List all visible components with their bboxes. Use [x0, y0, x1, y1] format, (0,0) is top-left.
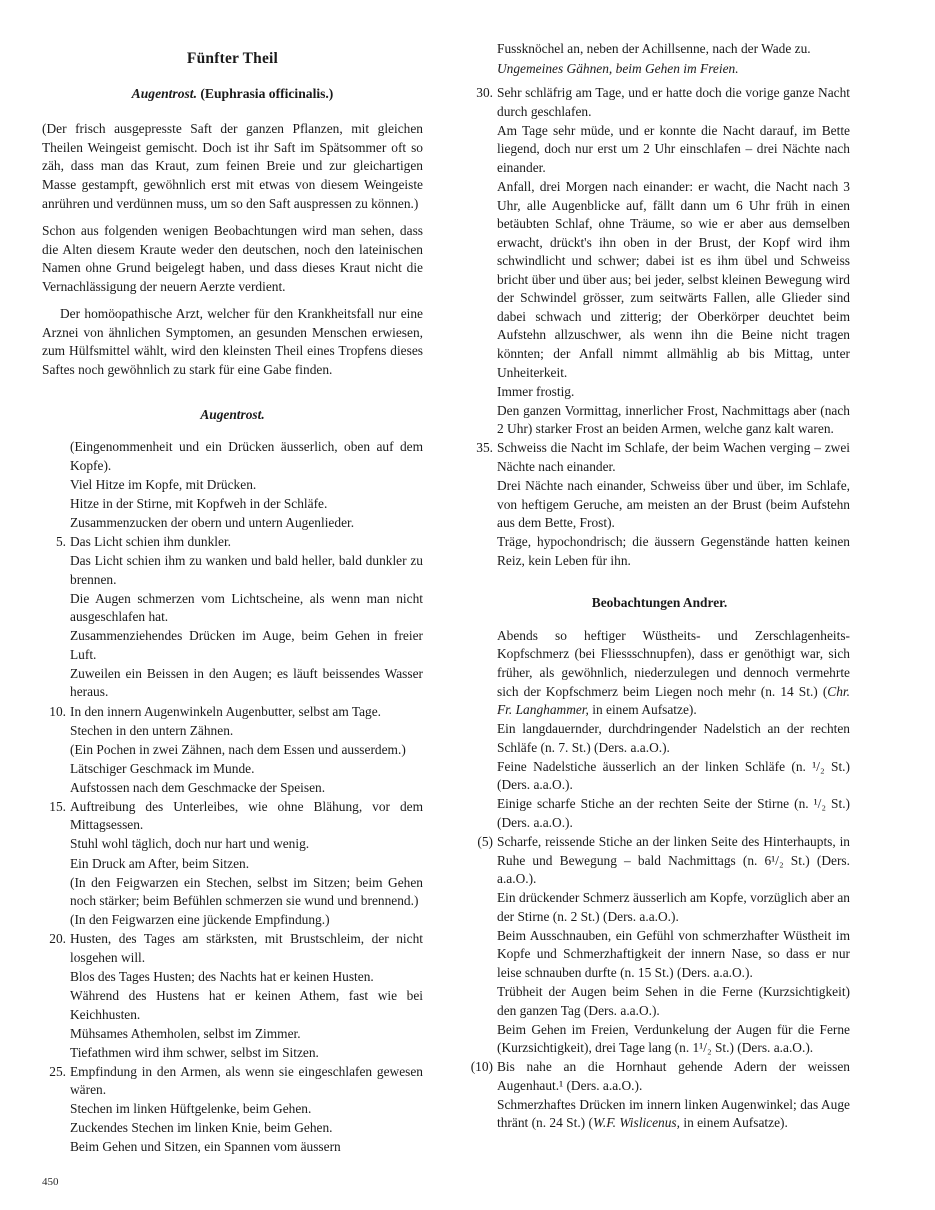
list-item	[42, 1025, 423, 1044]
list-item-text	[497, 984, 850, 1018]
symptom-text-part: Bis nahe an die Hornhaut gehende Adern der weissen Augenhaut.¹ (Ders. a.a.O.).	[497, 1059, 850, 1093]
list-item-text: Sehr schläfrig am Tage, und er hatte doch die vorige ganze Nacht durch geschlafen.	[497, 85, 850, 119]
author-name: Chr. Fr. Langhammer,	[497, 683, 850, 718]
list-item-number: (10)	[470, 1059, 493, 1075]
list-item	[469, 40, 850, 59]
remedy-heading	[42, 85, 423, 104]
left-column	[42, 40, 423, 1158]
list-item-text: Tiefathmen wird ihm schwer, selbst im Sitzen.	[70, 1044, 319, 1060]
list-item-text: Zusammenzucken der obern und untern Augenlieder.	[70, 514, 355, 530]
list-item	[42, 1044, 423, 1063]
list-item	[42, 533, 423, 552]
list-item	[42, 552, 423, 589]
list-item	[469, 533, 850, 570]
symptom-text-part: Trübheit der Augen beim Sehen in die Ferne (Kurzsichtigkeit) den ganzen Tag (Ders. a.a.O.).	[497, 984, 850, 1018]
list-item	[469, 927, 850, 983]
list-item-text: Auftreibung des Unterleibes, wie ohne Blähung, vor dem Mittagsessen.	[70, 798, 423, 833]
list-item	[42, 855, 423, 874]
intro-paragraph-2: Der homöopathische Arzt, welcher für den Krankheitsfall nur eine Arznei von ähnlichen Symptomen, an gesunden Menschen erwiesen, zum Hülfsmittel wählt, wird den kleinsten Theil eines Tropfens dieses Saftes noch gewöhnlich zu stark für eine Gabe finden.	[42, 306, 423, 378]
list-item	[42, 798, 423, 835]
list-item-text: Ein Druck am After, beim Sitzen.	[70, 855, 250, 871]
italic-subheading	[469, 60, 850, 79]
list-item	[42, 987, 423, 1024]
list-item-text	[497, 628, 850, 717]
list-item	[42, 968, 423, 987]
list-item-number: 5.	[55, 533, 66, 549]
symptom-text-part: Beim Ausschnauben, ein Gefühl von schmerzhafter Wüstheit im Kopfe und Schmerzhaftigkeit der innern Nase, so dass er nur leise schnauben durfte (n. 15 St.) (Ders. a.a.O.).	[497, 927, 850, 980]
symptom-text-part: Scharfe, reissende Stiche an der linken Seite des Hinterhaupts, in Ruhe und Bewegung – bald Nachmittags (n. 6¹/₂ St.) (Ders. a.a.O.).	[497, 834, 850, 887]
list-item-text: Das Licht schien ihm zu wanken und bald heller, bald dunkler zu brennen.	[70, 553, 423, 587]
list-item	[469, 795, 850, 832]
list-item	[469, 1058, 850, 1095]
list-item-text: Zusammenziehendes Drücken im Auge, beim Gehen in freier Luft.	[70, 628, 423, 662]
list-item-text	[497, 834, 850, 886]
list-item	[469, 1096, 850, 1133]
symptom-text-part: Beim Gehen im Freien, Verdunkelung der Augen für die Ferne (Kurzsichtigkeit), drei Tage lang (n. 1¹/₂ St.) (Ders. a.a.O.).	[497, 1021, 850, 1056]
list-item	[469, 122, 850, 178]
symptom-text-part: Schmerzhaftes Drücken im innern linken Augenwinkel; das Auge thränt (n. 24 St.) (	[497, 1096, 850, 1131]
list-item-text: Die Augen schmerzen vom Lichtscheine, als wenn man nicht ausgeschlafen hat.	[70, 590, 423, 625]
list-item-text: Beim Gehen und Sitzen, ein Spannen vom äussern	[70, 1139, 341, 1155]
list-item	[42, 514, 423, 533]
right-column	[469, 40, 850, 1134]
list-item-text: Aufstossen nach dem Geschmacke der Speisen.	[70, 779, 326, 795]
list-item	[42, 590, 423, 627]
list-item-number: 20.	[49, 931, 66, 947]
list-item	[469, 833, 850, 889]
symptom-continuation	[469, 40, 850, 59]
symptom-text-part: Einige scharfe Stiche an der rechten Seite der Stirne (n. ¹/₂ St.) (Ders. a.a.O.).	[497, 796, 850, 830]
list-item	[469, 383, 850, 402]
list-item	[42, 779, 423, 798]
list-item	[42, 495, 423, 514]
list-item	[42, 1138, 423, 1157]
list-item	[42, 627, 423, 664]
list-item-text: Husten, des Tages am stärksten, mit Brustschleim, der nicht losgehen will.	[70, 931, 423, 965]
list-item	[42, 722, 423, 741]
author-name: W.F. Wislicenus,	[592, 1115, 680, 1131]
list-item-text: Am Tage sehr müde, und er konnte die Nacht darauf, im Bette liegend, doch nur erst um 2 Uhr einschlafen – drei Nächte nach einander.	[497, 122, 850, 175]
list-item-text: Mühsames Athemholen, selbst im Zimmer.	[70, 1025, 301, 1041]
list-item	[42, 874, 423, 911]
list-item-text: Blos des Tages Husten; des Nachts hat er keinen Husten.	[70, 968, 374, 984]
remedy-name-german: Augentrost.	[131, 86, 197, 102]
list-item-number: 10.	[49, 703, 66, 719]
list-item	[42, 665, 423, 702]
preparation-note: (Der frisch ausgepresste Saft der ganzen Pflanzen, mit gleichen Theilen Weingeist gemischt. Doch ist ihr Saft im Spätsommer oft so zäh, dass man das Kraut, zum feinen Breie und zur gleichartigen Masse gestampft, gewöhnlich erst mit etwas von diesem Weingeiste anrühren und verdünnen muss, um so den Saft auspressen zu können.)	[42, 121, 423, 211]
list-item-text	[497, 1059, 850, 1093]
section-heading-augentrost: Augentrost.	[200, 406, 265, 422]
symptom-list-left	[42, 438, 423, 1157]
list-item-number: 25.	[49, 1063, 66, 1079]
list-item-number: 35.	[476, 440, 493, 456]
list-item	[42, 476, 423, 495]
list-item-text	[497, 721, 850, 755]
list-item	[42, 835, 423, 854]
list-item	[469, 439, 850, 476]
symptom-text-part: Ein langdauernder, durchdringender Nadelstich an der rechten Schläfe (n. 7. St.) (Ders. a.a.O.).	[497, 721, 850, 755]
symptom-text-part: Ein drückender Schmerz äusserlich am Kopfe, vorzüglich aber an der Stirne (n. 2 St.) (Ders. a.a.O.).	[497, 890, 850, 924]
list-item	[469, 720, 850, 757]
list-item	[42, 760, 423, 779]
list-item	[42, 438, 423, 475]
list-item-text: Immer frostig.	[497, 383, 575, 399]
symptom-text-part: in einem Aufsatze).	[680, 1115, 788, 1131]
list-item-text: (Ein Pochen in zwei Zähnen, nach dem Essen und ausserdem.)	[70, 741, 406, 757]
list-item	[469, 477, 850, 533]
list-item	[469, 889, 850, 926]
list-item	[469, 983, 850, 1020]
list-item-text: In den innern Augenwinkeln Augenbutter, selbst am Tage.	[70, 703, 382, 719]
list-item-text: Stechen im linken Hüftgelenke, beim Gehen.	[70, 1101, 312, 1117]
list-item	[42, 703, 423, 722]
list-item-text: Zuweilen ein Beissen in den Augen; es läuft beissendes Wasser heraus.	[70, 665, 423, 700]
list-item-text	[497, 796, 850, 830]
list-item-text: Das Licht schien ihm dunkler.	[70, 533, 232, 549]
list-item	[469, 1021, 850, 1058]
list-item-text	[497, 759, 850, 793]
list-item	[42, 741, 423, 760]
list-item-text: Zuckendes Stechen im linken Knie, beim Gehen.	[70, 1120, 333, 1136]
list-item-text: (In den Feigwarzen eine jückende Empfindung.)	[70, 912, 330, 928]
page-number: 450	[42, 1176, 59, 1188]
symptom-text-part: Feine Nadelstiche äusserlich an der linken Schläfe (n. ¹/₂ St.) (Ders. a.a.O.).	[497, 758, 850, 793]
list-item	[42, 911, 423, 930]
list-item-text: Hitze in der Stirne, mit Kopfweh in der Schläfe.	[70, 495, 328, 511]
list-item-text: Träge, hypochondrisch; die äussern Gegenstände hatten keinen Reiz, kein Leben für ihn.	[497, 534, 850, 568]
list-item-text: Stechen in den untern Zähnen.	[70, 722, 234, 738]
page-title: Fünfter Theil	[186, 50, 279, 67]
list-item	[469, 627, 850, 720]
two-column-layout	[42, 40, 893, 1158]
list-item	[469, 402, 850, 439]
list-item-text	[497, 1022, 850, 1056]
list-item	[469, 84, 850, 121]
list-item-text	[497, 1097, 850, 1131]
list-item-text: Empfindung in den Armen, als wenn sie eingeschlafen gewesen wären.	[70, 1063, 423, 1098]
italic-subheading-text: Ungemeines Gähnen, beim Gehen im Freien.	[497, 60, 739, 76]
list-item-text	[497, 928, 850, 980]
list-item-text: Schweiss die Nacht im Schlafe, der beim Wachen verging – zwei Nächte nach einander.	[497, 440, 850, 474]
symptom-text-part: Abends so heftiger Wüstheits- und Zerschlagenheits-Kopfschmerz (bei Fliessschnupfen), dass er genöthigt war, sich früher, als gewöhnlich, niederzulegen und dennoch vermehrte sich der Kopfschmerz beim Liegen noch mehr (n. 14 St.) (	[497, 627, 850, 699]
list-item-text: Lätschiger Geschmack im Munde.	[70, 760, 255, 776]
list-item-number: 30.	[476, 85, 493, 101]
list-item-text: Fussknöchel an, neben der Achillsenne, nach der Wade zu.	[497, 41, 811, 56]
list-item	[469, 758, 850, 795]
list-item-number: (5)	[477, 834, 493, 849]
list-item-text: Während des Hustens hat er keinen Athem, fast wie bei Keichhusten.	[70, 987, 423, 1022]
section-heading-observations: Beobachtungen Andrer.	[591, 595, 728, 611]
observations-list	[469, 627, 850, 1133]
symptom-list-right	[469, 84, 850, 570]
remedy-name-latin: (Euphrasia officinalis.)	[200, 86, 334, 102]
list-item-text	[497, 890, 850, 924]
list-item-text: Den ganzen Vormittag, innerlicher Frost, Nachmittags aber (nach 2 Uhr) starker Frost an beiden Armen, welche ganz kalt waren.	[497, 402, 850, 437]
list-item	[469, 178, 850, 382]
list-item-text: Drei Nächte nach einander, Schweiss über und über, im Schlafe, von heftigem Geruche, am meisten an der Brust (beim Aufstehn aus dem Bette, Frost).	[497, 477, 850, 531]
list-item	[42, 1063, 423, 1100]
list-item-text: Stuhl wohl täglich, doch nur hart und wenig.	[70, 836, 310, 852]
list-item-text: Viel Hitze im Kopfe, mit Drücken.	[70, 476, 257, 492]
list-item-text: Anfall, drei Morgen nach einander: er wacht, die Nacht nach 3 Uhr, alle Augenblicke auf, fällt dann um 6 Uhr früh in einen betäubten Schlaf, ohne Träume, so wie er aber aus demselben erwacht, drückt's ihn oben in der Brust, der Kopf wird ihm schwindlicht und schwer; dabei ist es ihm übel und Schweiss bricht über und über aus; bei jeder, selbst kleinen Bewegung wird der Schwindel grösser, zum seitwärts Fallen, alle Glieder sind dabei schwach und zitterig; der Oberkörper deuchtet beim Aufstehn allzuschwer, als wenn ihn die Beine nicht tragen könnten; der Anfall nimmt allmählig ab bis Mittag, unter Unheiterkeit.	[497, 178, 850, 380]
list-item	[42, 1100, 423, 1119]
intro-paragraph-1: Schon aus folgenden wenigen Beobachtungen wird man sehen, dass die Alten diesem Kraute weder den deutschen, noch den lateinischen Namen ohne Grund beigelegt haben, und dass dieses Kraut nicht die Vernachlässigung der neuern Aerzte verdient.	[42, 223, 423, 294]
list-item-number: 15.	[49, 798, 66, 814]
list-item	[42, 1119, 423, 1138]
symptom-text-part: in einem Aufsatze).	[588, 702, 697, 718]
list-item-text: (Eingenommenheit und ein Drücken äusserlich, oben auf dem Kopfe).	[70, 439, 423, 473]
list-item-text: (In den Feigwarzen ein Stechen, selbst im Sitzen; beim Gehen noch stärker; beim Befühlen schmerzen sie wund und brennend.)	[70, 874, 423, 909]
list-item	[42, 930, 423, 967]
